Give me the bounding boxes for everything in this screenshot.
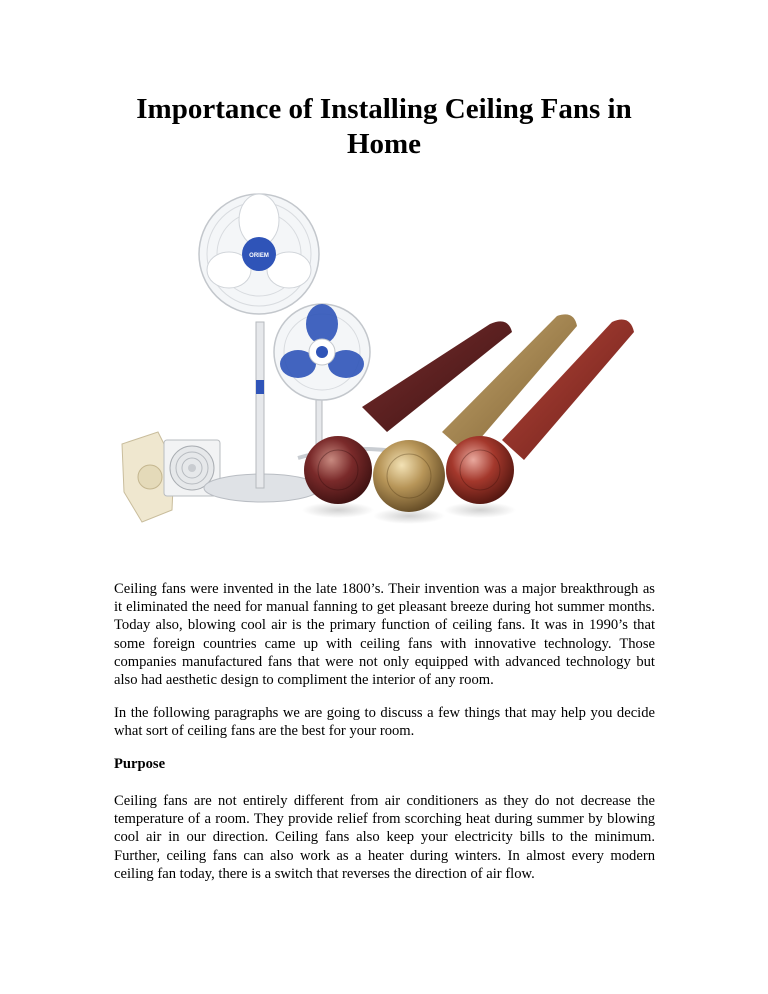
paragraph-overview: In the following paragraphs we are going to discuss a few things that may help you decide what sort of ceiling fans are the best for your room. <box>114 705 655 740</box>
paragraph-intro: Ceiling fans were invented in the late 1800’s. Their invention was a major breakthrough as it eliminated the need for manual fanning to get pleasant breeze during hot summer months. Today also, blowing cool air is the primary function of ceiling fans. It was in 1990’s that some foreign countries came up with ceiling fans with innovative technology. Those companies manufactured fans that were not only equipped with advanced technology but also had aesthetic design to compliment the interior of any room. <box>114 581 655 689</box>
section-heading-purpose: Purpose <box>114 756 166 772</box>
ceiling-fans-product-image <box>112 192 672 532</box>
ceiling-fan-motors <box>302 436 516 524</box>
page-title: Importance of Installing Ceiling Fans in Home <box>136 93 632 160</box>
paragraph-purpose: Ceiling fans are not entirely different from air conditioners as they do not decrease the temperature of a room. They provide relief from scorching heat during summer by blowing cool air in our direction. Ceiling fans also keep your electricity bills to the minimum. Further, ceiling fans can also work as a heater during winters. In almost every modern ceiling fan today, there is a switch that reverses the direction of air flow. <box>114 793 655 882</box>
brand-logo: ORIEM <box>249 253 269 259</box>
ceiling-fan-blades <box>362 314 634 460</box>
